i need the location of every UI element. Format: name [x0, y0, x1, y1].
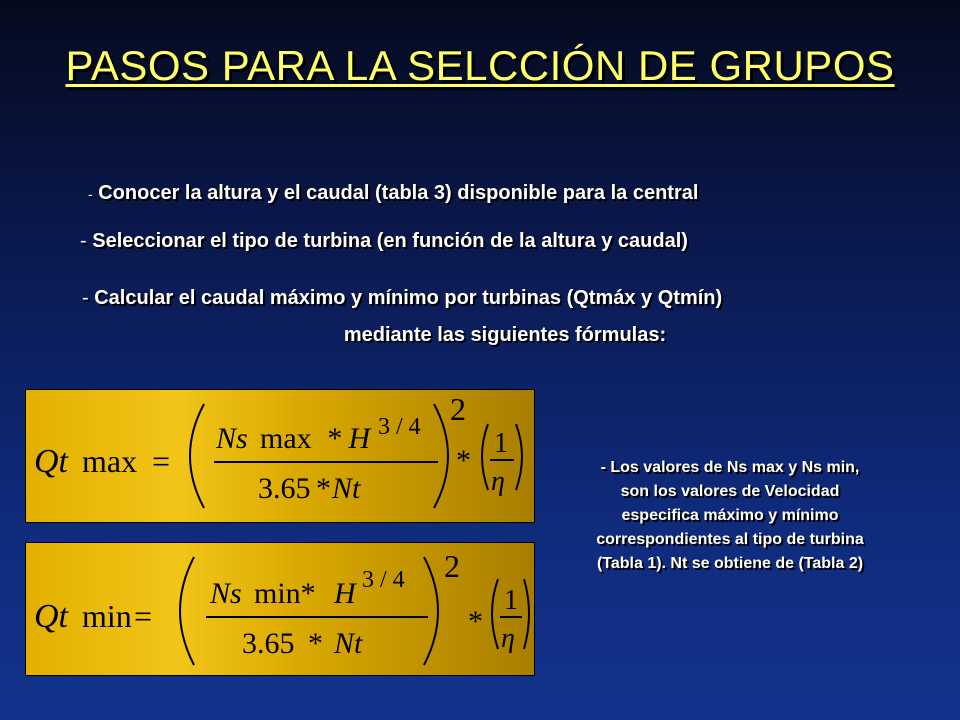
formula-max-outer-exp: 2 [450, 391, 466, 427]
formula-min-right-paren [424, 557, 438, 665]
formula-min-num-exp: 3 / 4 [362, 567, 405, 593]
formula-qt-max-svg [26, 390, 534, 522]
formula-min-small-left-paren [492, 579, 498, 649]
step-2 [80, 230, 688, 253]
formula-max-small-left-paren [482, 424, 488, 490]
formula-min-num-word: min* [254, 577, 316, 610]
step-1 [88, 182, 698, 205]
formula-note-line-2: son los valores de Velocidad [620, 483, 840, 500]
formula-max-equals: = [152, 443, 171, 479]
step-3-text-continued: mediante las siguientes fórmulas: [343, 324, 667, 346]
formula-max-left-paren [190, 404, 204, 508]
formula-min-small-right-paren [524, 579, 529, 649]
step-3-text: Calcular el caudal máximo y mínimo por turbinas (Qtmáx y Qtmín) [94, 287, 723, 309]
step-3 [82, 287, 942, 310]
formula-qt-max [25, 389, 535, 523]
formula-max-den-var: Nt [332, 472, 361, 505]
step-3-dash: - [82, 287, 89, 309]
formula-min-den-const: 3.65 [242, 627, 295, 660]
formula-min-num-h: H [334, 577, 356, 610]
formula-min-frac-num: 1 [504, 585, 518, 616]
formula-min-left-paren [180, 557, 194, 665]
formula-max-den-times: * [316, 472, 331, 505]
formula-min-frac-den: η [501, 623, 515, 654]
formula-note-line-5: (Tabla 1). Nt se obtiene de (Tabla 2) [596, 555, 864, 572]
formula-max-small-right-paren [516, 424, 522, 490]
formula-note-line-4: correspondientes al tipo de turbina [596, 531, 864, 548]
step-1-dash: - [88, 186, 93, 202]
formula-note-line-3: especifica máximo y mínimo [621, 507, 839, 524]
formula-max-lhs-var: Qt [34, 443, 68, 480]
formula-max-num-exp: 3 / 4 [378, 414, 421, 440]
formula-max-num-h: * H [326, 422, 371, 455]
formula-min-den-var: Nt [334, 627, 363, 660]
formula-max-den-const: 3.65 [258, 472, 311, 505]
formula-max-frac-den: η [491, 466, 505, 497]
formula-note [540, 456, 920, 576]
formula-min-num-ns: Ns [210, 577, 242, 610]
step-2-text: Seleccionar el tipo de turbina (en función de la altura y caudal) [92, 230, 688, 252]
formula-min-den-times: * [308, 627, 323, 660]
step-1-text: Conocer la altura y el caudal (tabla 3) disponible para la central [98, 182, 699, 204]
formula-min-outer-exp: 2 [444, 548, 460, 584]
formula-max-mult: * [456, 444, 471, 477]
formula-min-lhs-var: Qt [34, 598, 68, 635]
formula-max-lhs-sub: max [82, 443, 138, 479]
step-2-dash: - [80, 230, 87, 252]
page-title: PASOS PARA LA SELCCIÓN DE GRUPOS [65, 42, 895, 89]
formula-max-num-ns: Ns [216, 422, 248, 455]
formula-max-right-paren [434, 404, 448, 508]
formula-min-mult: * [468, 605, 483, 638]
formula-max-frac-num: 1 [494, 428, 508, 459]
formula-min-equals: = [134, 598, 153, 634]
formula-min-lhs-sub: min [82, 598, 132, 634]
formula-max-num-word: max [260, 422, 312, 455]
formula-qt-min-svg [26, 543, 534, 675]
formula-note-line-1: - Los valores de Ns max y Ns min, [600, 459, 860, 476]
formula-qt-min [25, 542, 535, 676]
